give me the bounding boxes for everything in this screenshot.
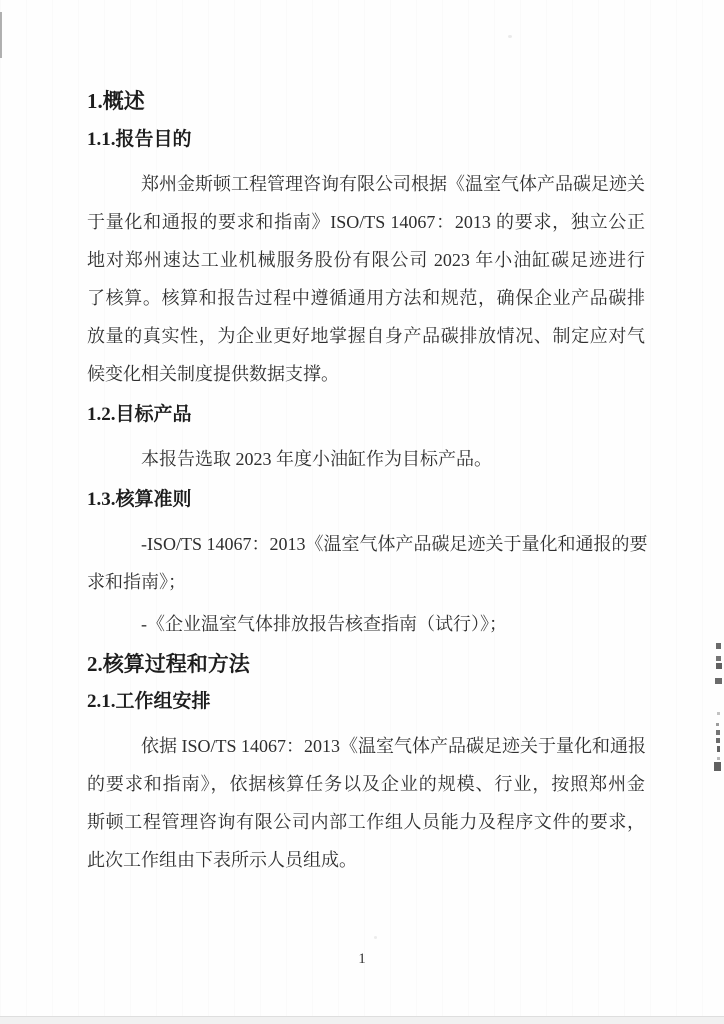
paragraph-line: 本报告选取 2023 年度小油缸作为目标产品。 [141,449,492,469]
heading-accounting-process: 2.核算过程和方法 [87,652,250,676]
scan-artifact [714,762,721,771]
paragraph-line: 求和指南》； [87,572,186,592]
scan-artifact [716,663,722,669]
scan-artifact [715,678,722,684]
paragraph-target-product [87,440,645,478]
scan-artifact [716,656,721,661]
paragraph-line: 郑州金斯顿工程管理咨询有限公司根据《温室气体产品碳足迹关 [141,174,645,194]
paragraph-line: 于量化和通报的要求和指南》ISO/TS 14067：2013 的要求，独立公正 [87,212,645,232]
paragraph-line: 放量的真实性，为企业更好地掌握自身产品碳排放情况、制定应对气 [87,326,645,346]
paragraph-line: 斯顿工程管理咨询有限公司内部工作组人员能力及程序文件的要求， [87,812,645,832]
paragraph-criteria-guide [87,605,645,643]
page-number: 1 [358,951,366,967]
scan-edge-mark [0,12,2,58]
paragraph-line: 此次工作组由下表所示人员组成。 [87,850,357,870]
paragraph-criteria-iso [87,525,648,601]
scan-artifact [717,746,720,752]
paragraph-workgroup [87,727,645,879]
scan-artifact [716,730,720,735]
heading-workgroup-arrangement: 2.1.工作组安排 [87,691,211,712]
paragraph-line: -《企业温室气体排放报告核查指南（试行）》； [141,614,507,634]
paragraph-line: 地对郑州速达工业机械服务股份有限公司 2023 年小油缸碳足迹进行 [87,250,645,270]
scan-artifact [716,738,720,743]
scan-artifact [716,723,719,726]
heading-accounting-criteria: 1.3.核算准则 [87,489,192,510]
scan-speck [508,35,512,38]
scan-artifact [717,712,720,715]
paragraph-line: -ISO/TS 14067：2013《温室气体产品碳足迹关于量化和通报的要 [141,534,648,554]
scan-speck [374,936,377,939]
paragraph-line: 的要求和指南》，依据核算任务以及企业的规模、行业，按照郑州金 [87,774,645,794]
scan-artifact [716,643,721,649]
heading-report-purpose: 1.1.报告目的 [87,129,192,150]
document-body [87,88,648,889]
paragraph-line: 候变化相关制度提供数据支撑。 [87,364,339,384]
page-bottom-edge [0,1016,724,1024]
paragraph-line: 依据 ISO/TS 14067：2013《温室气体产品碳足迹关于量化和通报 [141,736,647,756]
heading-target-product: 1.2.目标产品 [87,404,192,425]
heading-overview: 1.概述 [87,89,145,113]
paragraph-line: 了核算。核算和报告过程中遵循通用方法和规范，确保企业产品碳排 [87,288,645,308]
paragraph-report-purpose [87,165,645,393]
scan-artifact [717,757,720,760]
